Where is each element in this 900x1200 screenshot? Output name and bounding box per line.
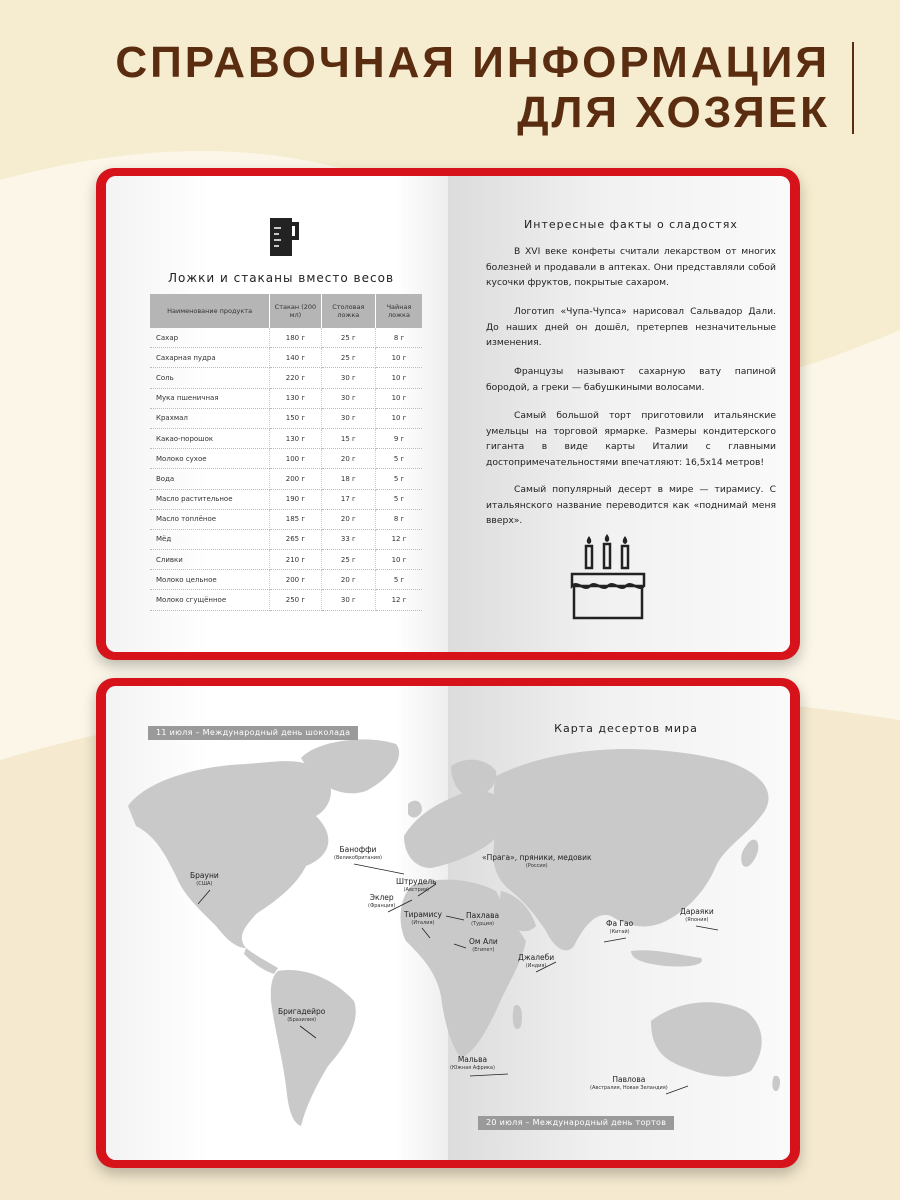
table-cell-product: Вода [150, 469, 270, 489]
table-row [150, 368, 422, 388]
header-line-1: СПРАВОЧНАЯ ИНФОРМАЦИЯ [115, 38, 830, 87]
table-cell-value: 190 г [270, 489, 321, 509]
label-russia: «Прага», пряники, медовик (Россия) [482, 853, 592, 869]
label-brownie: Брауни (США) [190, 871, 219, 887]
table-cell-product: Молоко цельное [150, 570, 270, 590]
weights-table [150, 294, 422, 611]
fact-3: Французы называют сахарную вату папиной бородой, а греки — бабушкиными волосами. [486, 366, 776, 393]
banner-chocolate-day: 11 июля – Международный день шоколада [148, 726, 358, 740]
label-om-ali: Ом Али (Египет) [469, 937, 498, 953]
table-cell-value: 9 г [375, 428, 422, 448]
table-cell-product: Масло растительное [150, 489, 270, 509]
table-cell-value: 265 г [270, 529, 321, 549]
fact-2: Логотип «Чупа-Чупса» нарисовал Сальвадор Дали. До наших дней он дошёл, претерпев незначительные изменения. [486, 306, 776, 348]
table-cell-product: Масло топлёное [150, 509, 270, 529]
table-cell-value: 250 г [270, 590, 321, 610]
table-row [150, 570, 422, 590]
table-cell-value: 210 г [270, 550, 321, 570]
table-row [150, 388, 422, 408]
table-row [150, 529, 422, 549]
table-cell-value: 150 г [270, 408, 321, 428]
table-cell-value: 17 г [321, 489, 375, 509]
table-cell-value: 180 г [270, 328, 321, 348]
table-cell-value: 12 г [375, 590, 422, 610]
table-cell-product: Крахмал [150, 408, 270, 428]
table-cell-value: 20 г [321, 449, 375, 469]
table-cell-value: 10 г [375, 550, 422, 570]
book-spread-1-pages [106, 176, 790, 652]
table-cell-value: 130 г [270, 428, 321, 448]
table-row [150, 550, 422, 570]
table-cell-value: 5 г [375, 570, 422, 590]
table-cell-value: 100 г [270, 449, 321, 469]
table-cell-product: Сахарная пудра [150, 348, 270, 368]
table-cell-value: 30 г [321, 368, 375, 388]
map-title: Карта десертов мира [554, 722, 698, 735]
table-title: Ложки и стаканы вместо весов [167, 271, 395, 285]
table-cell-value: 5 г [375, 469, 422, 489]
table-cell-value: 25 г [321, 550, 375, 570]
label-jalebi: Джалеби (Индия) [518, 953, 555, 969]
table-header-1: Стакан (200 мл) [270, 294, 321, 328]
table-header-2: Столовая ложка [321, 294, 375, 328]
label-dorayaki: Дараяки (Япония) [680, 907, 714, 923]
fact-5: Самый популярный десерт в мире — тирамису. С итальянского название переводится как «поднимай меня вверх». [486, 484, 776, 526]
table-cell-value: 18 г [321, 469, 375, 489]
table-cell-value: 200 г [270, 469, 321, 489]
table-cell-value: 10 г [375, 388, 422, 408]
table-cell-value: 33 г [321, 529, 375, 549]
label-baklava: Пахлава (Турция) [466, 911, 500, 927]
table-cell-product: Сливки [150, 550, 270, 570]
table-header-3: Чайная ложка [375, 294, 422, 328]
table-row [150, 489, 422, 509]
table-row [150, 428, 422, 448]
table-cell-product: Молоко сухое [150, 449, 270, 469]
header-line-2: ДЛЯ ХОЗЯЕК [517, 88, 830, 137]
table-cell-value: 30 г [321, 388, 375, 408]
measuring-jug-icon [266, 216, 302, 260]
table-cell-value: 20 г [321, 509, 375, 529]
table-cell-value: 140 г [270, 348, 321, 368]
table-row [150, 469, 422, 489]
table-cell-value: 185 г [270, 509, 321, 529]
table-cell-value: 5 г [375, 449, 422, 469]
table-cell-value: 10 г [375, 368, 422, 388]
table-row [150, 328, 422, 348]
table-row [150, 449, 422, 469]
table-row [150, 590, 422, 610]
table-cell-value: 200 г [270, 570, 321, 590]
book-spread-2-pages [106, 686, 790, 1160]
birthday-cake-icon [568, 534, 648, 620]
label-tiramisu: Тирамису (Италия) [404, 910, 442, 926]
table-cell-value: 8 г [375, 509, 422, 529]
table-cell-value: 25 г [321, 328, 375, 348]
table-cell-product: Мёд [150, 529, 270, 549]
facts-title: Интересные факты о сладостях [524, 218, 738, 231]
table-cell-product: Молоко сгущённое [150, 590, 270, 610]
table-cell-value: 8 г [375, 328, 422, 348]
table-cell-value: 5 г [375, 489, 422, 509]
table-header-0: Наименование продукта [150, 294, 270, 328]
label-fa-gao: Фа Гао (Китай) [606, 919, 634, 935]
table-cell-value: 12 г [375, 529, 422, 549]
table-cell-value: 30 г [321, 408, 375, 428]
book-spread-2 [96, 678, 800, 1168]
table-cell-value: 15 г [321, 428, 375, 448]
label-pavlova: Павлова (Австралия, Новая Зеландия) [590, 1075, 668, 1091]
banner-cake-day: 20 июля – Международный день тортов [478, 1116, 674, 1130]
table-cell-product: Сахар [150, 328, 270, 348]
fact-1: В XVI веке конфеты считали лекарством от многих болезней и продавали в аптеках. Они представляли собой кусочки фруктов, покрытые сахаром. [486, 246, 776, 288]
label-eclair: Эклер (Франция) [368, 893, 396, 909]
table-cell-product: Какао-порошок [150, 428, 270, 448]
page-header [115, 38, 830, 138]
table-cell-value: 25 г [321, 348, 375, 368]
table-cell-product: Мука пшеничная [150, 388, 270, 408]
header-rule [852, 42, 854, 134]
fact-4: Самый большой торт приготовили итальянские умельцы на торговой ярмарке. Размеры кондитерского гиганта в виде карты Италии с главными достопримечательностями впечатляют: 16,5х14 метров! [486, 410, 776, 468]
label-malva: Мальва (Южная Африка) [450, 1055, 495, 1071]
label-strudel: Штрудель (Австрия) [396, 877, 437, 893]
book-spread-1 [96, 168, 800, 660]
table-cell-value: 130 г [270, 388, 321, 408]
label-leaders [106, 686, 790, 1160]
table-row [150, 509, 422, 529]
table-cell-value: 220 г [270, 368, 321, 388]
table-row [150, 408, 422, 428]
table-cell-product: Соль [150, 368, 270, 388]
table-row [150, 348, 422, 368]
label-brigadeiro: Бригадейро (Бразилия) [278, 1007, 326, 1023]
table-cell-value: 10 г [375, 348, 422, 368]
table-cell-value: 30 г [321, 590, 375, 610]
table-cell-value: 20 г [321, 570, 375, 590]
label-banoffee: Баноффи (Великобритания) [334, 845, 382, 861]
table-cell-value: 10 г [375, 408, 422, 428]
